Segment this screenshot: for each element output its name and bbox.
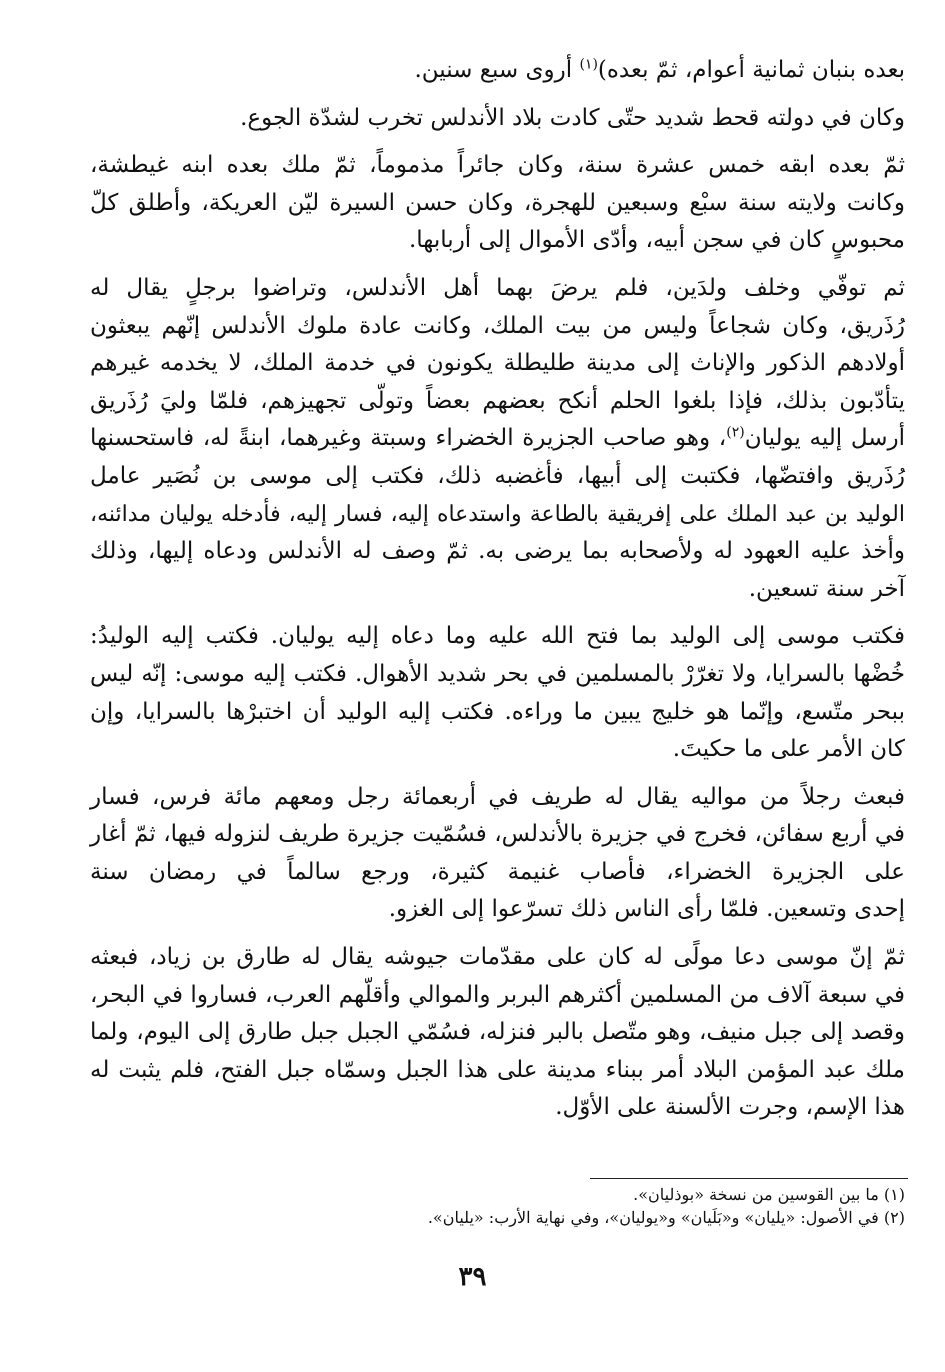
text-segment: ببحر متّسع، وإنّما هو خليج يبين ما وراءه. فكتب إليه الوليد أن اختبرْها بالسرايا، وإن xyxy=(90,698,905,725)
text-line xyxy=(90,891,905,929)
paragraph xyxy=(90,270,905,608)
text-line xyxy=(90,308,905,346)
text-segment: في أربع سفائن، فخرج في جزيرة بالأندلس، فسُمّيت جزيرة طريف لنزوله فيها، ثمّ أغار xyxy=(90,821,905,848)
text-line xyxy=(90,694,905,732)
text-segment: ثم توفّي وخلف ولدَين، فلم يرضَ بهما أهل الأندلس، وتراضوا برجلٍ يقال له xyxy=(90,274,905,301)
text-line xyxy=(90,1052,905,1090)
text-segment: ثمّ بعده ابقه خمس عشرة سنة، وكان جائراً مذموماً، ثمّ ملك بعده ابنه غيطشة، xyxy=(90,152,905,179)
text-line xyxy=(90,458,905,496)
text-segment: وأخذ عليه العهود له ولأصحابه بما يرضى به. ثمّ وصف له الأندلس ودعاه إليها، وذلك xyxy=(90,538,905,565)
text-line xyxy=(90,854,905,892)
page-number: ٣٩ xyxy=(458,1262,487,1292)
text-line xyxy=(90,222,905,260)
text-segment: ثمّ إنّ موسى دعا مولًى له كان على مقدّمات جيوشه يقال له طارق بن زياد، فبعثه xyxy=(90,944,905,971)
text-line xyxy=(90,977,905,1015)
text-segment: إحدى وتسعين. فلمّا رأى الناس ذلك تسرّعوا إلى الغزو. xyxy=(388,896,905,923)
text-line xyxy=(90,185,905,223)
text-line xyxy=(90,420,905,458)
text-segment: فبعث رجلاً من مواليه يقال له طريف في أربعمائة رجل ومعهم مائة فرس، فسار xyxy=(90,783,905,810)
text-line xyxy=(90,270,905,308)
footnote-marker: (١) xyxy=(579,56,598,73)
text-segment: أرسل إليه يوليان xyxy=(744,425,906,452)
text-segment: وكان في دولته قحط شديد حتّى كادت بلاد الأندلس تخرب لشدّة الجوع. xyxy=(240,104,905,131)
text-segment: الوليد بن عبد الملك على إفريقية بالطاعة واستدعاه إليه، فسار إليه، فأدخله يوليان مدائنه، xyxy=(90,501,905,527)
text-segment: كان الأمر على ما حكيتَ. xyxy=(672,736,905,763)
paragraph xyxy=(90,618,905,768)
text-segment: خُضْها بالسرايا، ولا تغرّرْ بالمسلمين في بحر شديد الأهوال. فكتب إليه موسى: إنّه ليس xyxy=(90,660,905,687)
footnote: (٢) في الأصول: «يليان» و«بَلَيان» و«يوليان»، وفي نهاية الأرب: «يليان». xyxy=(427,1208,905,1227)
text-segment: أولادهم الذكور والإناث إلى مدينة طليطلة يكونون في خدمة الملك، لا يخدمه غيرهم xyxy=(90,350,905,377)
footnotes xyxy=(300,1183,905,1229)
text-segment: رُذَريق وافتضّها، فكتبت إلى أبيها، فأغضبه ذلك، فكتب إلى موسى بن نُصَير عامل xyxy=(90,462,905,489)
footnote-marker: (٢) xyxy=(726,424,745,441)
text-segment: على الجزيرة الخضراء، فأصاب غنيمة كثيرة، ورجع سالماً في رمضان سنة xyxy=(90,858,905,885)
text-segment: محبوسٍ كان في سجن أبيه، وأدّى الأموال إلى أربابها. xyxy=(408,227,905,254)
text-line xyxy=(90,1089,905,1127)
text-line xyxy=(90,533,905,571)
text-segment: يتأدّبون بذلك، فإذا بلغوا الحلم أنكح بعضهم بعضاً وتولّى تجهيزهم، فلمّا وليَ رُذَريق xyxy=(90,387,905,414)
footnote: (١) ما بين القوسين من نسخة «بوذليان». xyxy=(633,1185,905,1204)
paragraph xyxy=(90,52,905,90)
text-line xyxy=(90,52,905,90)
text-line xyxy=(90,147,905,185)
footnote-separator xyxy=(590,1178,908,1179)
text-line xyxy=(90,496,905,534)
text-segment: ، وهو صاحب الجزيرة الخضراء وسبتة وغيرهما، ابنةً له، فاستحسنها xyxy=(90,425,727,452)
text-segment: هذا الإسم، وجرت الألسنة على الأوّل. xyxy=(555,1094,905,1121)
paragraph xyxy=(90,939,905,1127)
text-segment: آخر سنة تسعين. xyxy=(748,575,905,602)
text-line xyxy=(90,939,905,977)
text-line xyxy=(90,731,905,769)
text-segment: وقصد إلى جبل منيف، وهو متّصل بالبر فنزله، فسُمّي الجبل جبل طارق إلى اليوم، ولما xyxy=(90,1019,905,1046)
text-line xyxy=(90,383,905,421)
text-line xyxy=(90,100,905,138)
text-line xyxy=(90,816,905,854)
main-text xyxy=(90,52,905,1137)
text-segment: بعده بنبان ثمانية أعوام، ثمّ بعده) xyxy=(597,57,905,83)
text-line xyxy=(90,345,905,383)
text-segment: وكانت ولايته سنة سبْع وسبعين للهجرة، وكان حسن السيرة ليّن العريكة، وأطلق كلّ xyxy=(90,189,905,216)
text-line xyxy=(90,618,905,656)
text-segment: فكتب موسى إلى الوليد بما فتح الله عليه وما دعاه إليه يوليان. فكتب إليه الوليدُ: xyxy=(90,623,905,650)
paragraph xyxy=(90,779,905,929)
text-line xyxy=(90,571,905,609)
text-line xyxy=(90,779,905,817)
text-segment: أروى سبع سنين. xyxy=(414,57,580,83)
text-segment: في سبعة آلاف من المسلمين أكثرهم البربر والموالي وأقلّهم العرب، فساروا في البحر، xyxy=(90,981,905,1008)
paragraph xyxy=(90,100,905,138)
text-segment: رُذَريق، وكان شجاعاً وليس من بيت الملك، وكانت عادة ملوك الأندلس إنّهم يبعثون xyxy=(90,312,905,339)
text-line xyxy=(90,1014,905,1052)
paragraph xyxy=(90,147,905,260)
text-line xyxy=(90,656,905,694)
text-segment: ملك عبد المؤمن البلاد أمر ببناء مدينة على هذا الجبل وسمّاه جبل الفتح، فلم يثبت له xyxy=(90,1056,905,1083)
